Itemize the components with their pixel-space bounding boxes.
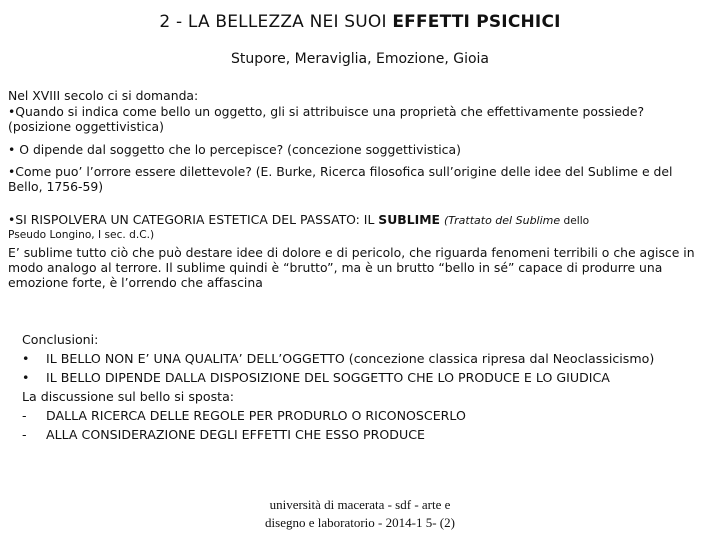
sublime-treatise-rest: dello <box>560 215 590 227</box>
conclusions-block <box>22 330 712 444</box>
sublime-definition: E’ sublime tutto ciò che può destare idee di dolore e di pericolo, che riguarda fenomeni terribili o che agisce in modo analogo al terrore. Il sublime quindi è “brutto”, ma è un brutto “bello in sé” capace di produrre una emozione forte, è l’orrendo che affascina <box>8 245 695 290</box>
intro-bullet-subjective: • O dipende dal soggetto che lo percepisce? (concezione soggettivistica) <box>8 142 461 157</box>
page-title <box>0 12 720 32</box>
conclusions-heading: Conclusioni: <box>22 332 99 347</box>
discussion-item <box>22 425 712 444</box>
sublime-lead: •SI RISPOLVERA UN CATEGORIA ESTETICA DEL PASSATO: IL <box>8 212 379 227</box>
discussion-text: ALLA CONSIDERAZIONE DEGLI EFFETTI CHE ESSO PRODUCE <box>46 427 425 442</box>
discussion-text: DALLA RICERCA DELLE REGOLE PER PRODURLO O RICONOSCERLO <box>46 408 466 423</box>
intro-bullet-objective: •Quando si indica come bello un oggetto, gli si attribuisce una proprietà che effettivamente possiede? (posizione oggettivistica) <box>8 104 645 134</box>
sublime-treatise-italic: (Trattato del Sublime <box>443 214 561 227</box>
discussion-line: La discussione sul bello si sposta: <box>22 389 235 404</box>
page-subtitle: Stupore, Meraviglia, Emozione, Gioia <box>230 51 490 67</box>
conclusion-item <box>22 368 712 387</box>
dash-icon: - <box>22 408 27 423</box>
sublime-heading <box>8 212 708 229</box>
sublime-bold: SUBLIME <box>378 212 441 227</box>
conclusion-item <box>22 349 712 368</box>
intro-question: Nel XVIII secolo ci si domanda: <box>8 88 199 103</box>
page-footer <box>0 496 720 532</box>
bullet-icon: • <box>22 351 30 366</box>
sublime-author: Pseudo Longino, I sec. d.C.) <box>8 229 155 241</box>
bullet-icon: • <box>22 370 30 385</box>
discussion-item <box>22 406 712 425</box>
conclusion-text: IL BELLO DIPENDE DALLA DISPOSIZIONE DEL SOGGETTO CHE LO PRODUCE E LO GIUDICA <box>46 370 610 385</box>
footer-line-1: università di macerata - sdf - arte e <box>269 497 451 512</box>
dash-icon: - <box>22 427 27 442</box>
conclusion-text: IL BELLO NON E’ UNA QUALITA’ DELL’OGGETTO (concezione classica ripresa dal Neoclassicismo) <box>46 351 655 366</box>
title-prefix: 2 - LA BELLEZZA NEI SUOI <box>159 12 393 32</box>
intro-bullet-burke: •Come puo’ l’orrore essere dilettevole? (E. Burke, Ricerca filosofica sull’origine delle idee del Sublime e del Bello, 1756-59) <box>8 164 673 194</box>
footer-line-2: disegno e laboratorio - 2014-1 5- (2) <box>265 515 455 530</box>
title-bold: EFFETTI PSICHICI <box>392 12 561 32</box>
